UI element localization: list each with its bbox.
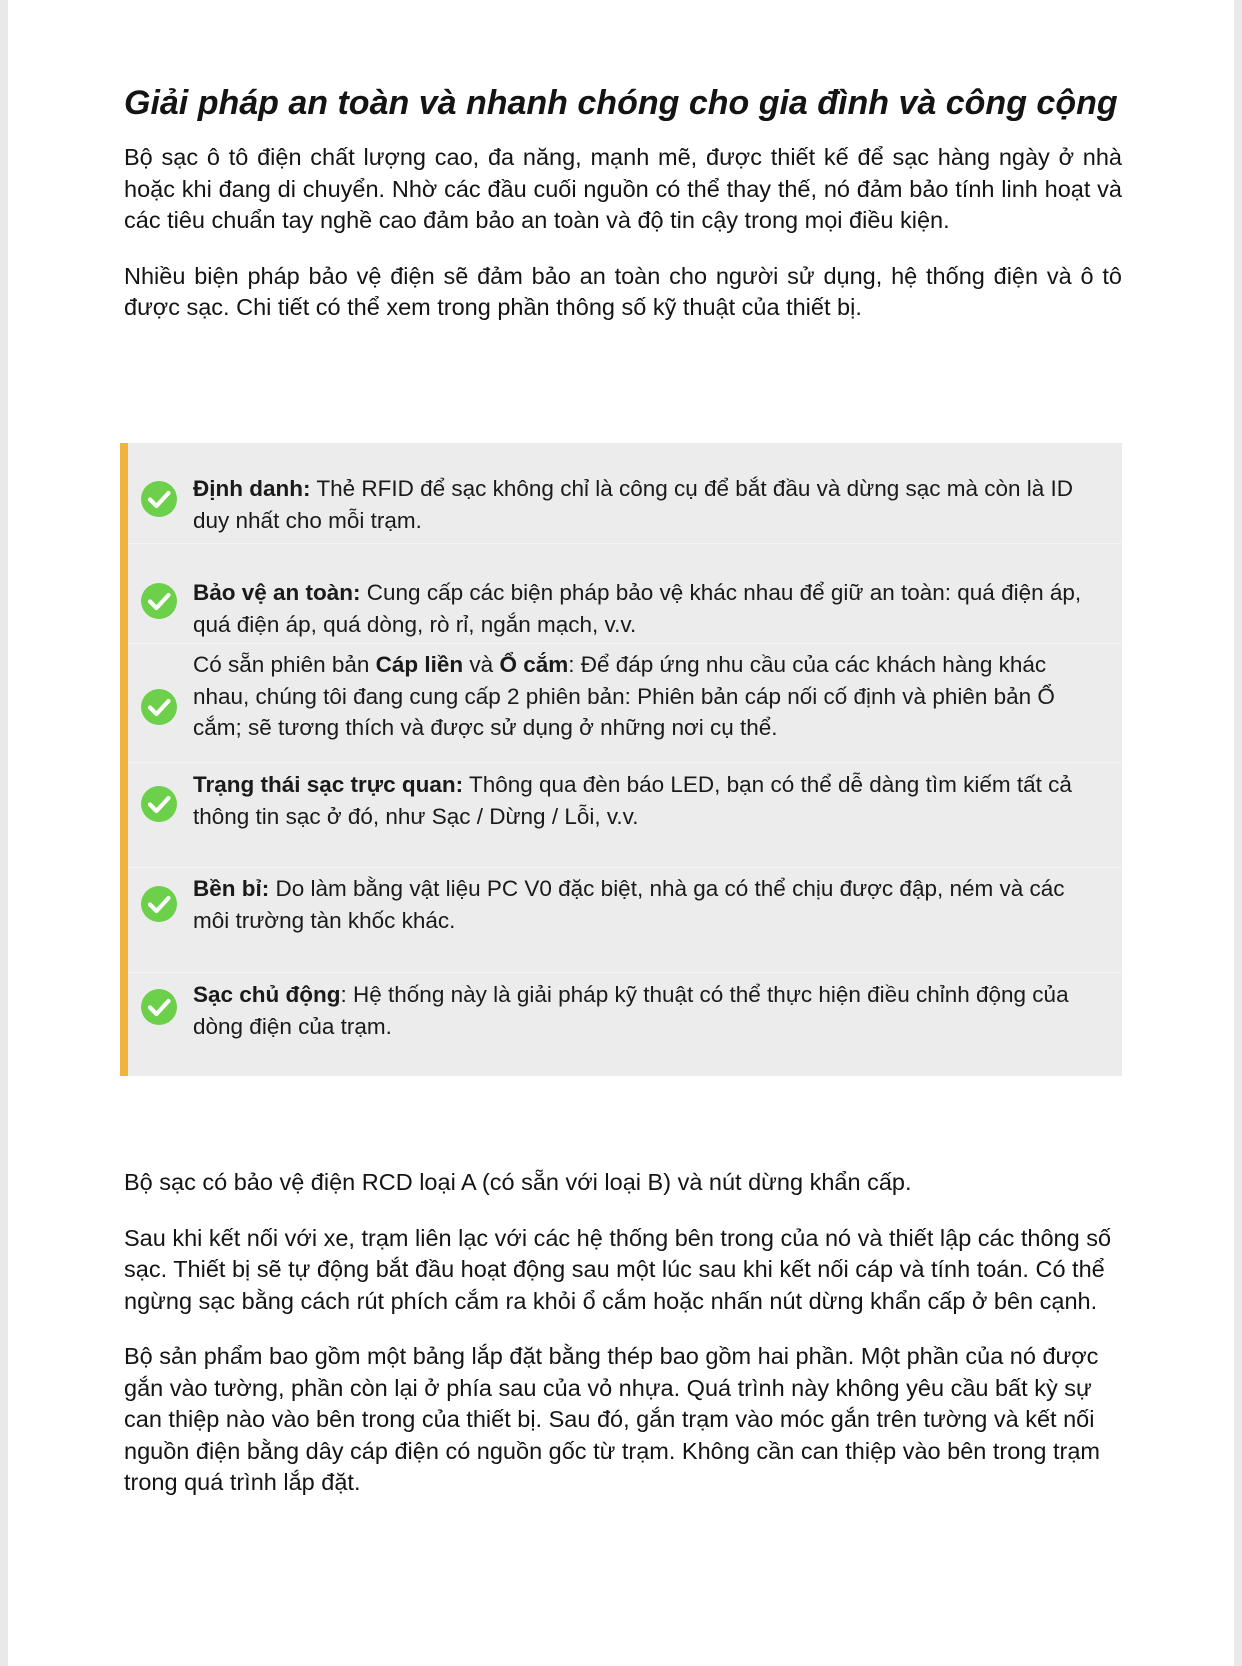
page-title: Giải pháp an toàn và nhanh chóng cho gia đình và công cộng [124,84,1118,122]
feature-body: Thẻ RFID để sạc không chỉ là công cụ để bắt đầu và dừng sạc mà còn là ID duy nhất cho mỗi trạm. [193,476,1074,533]
feature-text [193,473,1093,536]
feature-connector: và [463,652,500,677]
feature-text [193,769,1093,832]
feature-body: : Hệ thống này là giải pháp kỹ thuật có thể thực hiện điều chỉnh động của dòng điện của trạm. [193,982,1069,1039]
check-circle-icon [139,987,179,1027]
feature-prefix: Có sẵn phiên bản [193,652,376,677]
feature-title: Bảo vệ an toàn: [193,580,361,605]
feature-title: Cáp liền [375,652,464,677]
feature-text [193,979,1093,1042]
outro-paragraph-1: Bộ sạc có bảo vệ điện RCD loại A (có sẵn với loại B) và nút dừng khẩn cấp. [124,1169,912,1195]
feature-title-2: Ổ cắm [499,652,569,677]
intro-section [124,70,1122,324]
feature-title: Trạng thái sạc trực quan: [193,772,464,797]
feature-body: Thông qua đèn báo LED, bạn có thể dễ dàng tìm kiếm tất cả thông tin sạc ở đó, như Sạc / Dừng / Lỗi, v.v. [193,772,1072,829]
feature-item [128,443,1122,543]
feature-text [193,873,1093,936]
feature-item [128,973,1122,1076]
check-circle-icon [139,687,179,727]
outro-paragraph-3: Bộ sản phẩm bao gồm một bảng lắp đặt bằng thép bao gồm hai phần. Một phần của nó được gắn vào tường, phần còn lại ở phía sau của vỏ nhựa. Quá trình này không yêu cầu bất kỳ sự can thiệp nào vào bên trong của thiết bị. Sau đó, gắn trạm vào móc gắn trên tường và kết nối nguồn điện bằng dây cáp điện có nguồn gốc từ trạm. Không cần can thiệp vào bên trong trạm trong quá trình lắp đặt. [124,1343,1100,1495]
check-circle-icon [139,581,179,621]
feature-item [128,763,1122,867]
features-panel [120,443,1122,1076]
check-circle-icon [139,479,179,519]
feature-item [128,868,1122,972]
check-circle-icon [139,784,179,824]
document-page [8,0,1234,1666]
outro-section [124,1167,1122,1523]
intro-paragraph-2: Nhiều biện pháp bảo vệ điện sẽ đảm bảo an toàn cho người sử dụng, hệ thống điện và ô tô được sạc. Chi tiết có thể xem trong phần thông số kỹ thuật của thiết bị. [124,262,1122,320]
outro-paragraph-2: Sau khi kết nối với xe, trạm liên lạc với các hệ thống bên trong của nó và thiết lập các thông số sạc. Thiết bị sẽ tự động bắt đầu hoạt động sau một lúc sau khi kết nối cáp và tính toán. Có thể ngừng sạc bằng cách rút phích cắm ra khỏi ổ cắm hoặc nhấn nút dừng khẩn cấp ở bên cạnh. [124,1224,1112,1314]
feature-body: Cung cấp các biện pháp bảo vệ khác nhau để giữ an toàn: quá điện áp, quá điện áp, quá dòng, rò rỉ, ngắn mạch, v.v. [193,580,1082,637]
check-circle-icon [139,884,179,924]
intro-paragraph-1: Bộ sạc ô tô điện chất lượng cao, đa năng, mạnh mẽ, được thiết kế để sạc hàng ngày ở nhà hoặc khi đang di chuyển. Nhờ các đầu cuối nguồn có thể thay thế, nó đảm bảo tính linh hoạt và các tiêu chuẩn tay nghề cao đảm bảo an toàn và độ tin cậy trong mọi điều kiện. [124,144,1122,233]
feature-item [128,644,1122,762]
feature-item [128,544,1122,643]
feature-text [193,649,1093,744]
feature-body: : Để đáp ứng nhu cầu của các khách hàng khác nhau, chúng tôi đang cung cấp 2 phiên bản: Phiên bản cáp nối cố định và phiên bản Ổ cắm; sẽ tương thích và được sử dụng ở những nơi cụ thể. [193,652,1055,740]
feature-text [193,577,1093,640]
feature-title: Sạc chủ động [193,982,341,1007]
feature-body: Do làm bằng vật liệu PC V0 đặc biệt, nhà ga có thể chịu được đập, ném và các môi trường tàn khốc khác. [193,876,1065,933]
feature-title: Bền bỉ: [193,876,270,901]
feature-title: Định danh: [193,476,311,501]
